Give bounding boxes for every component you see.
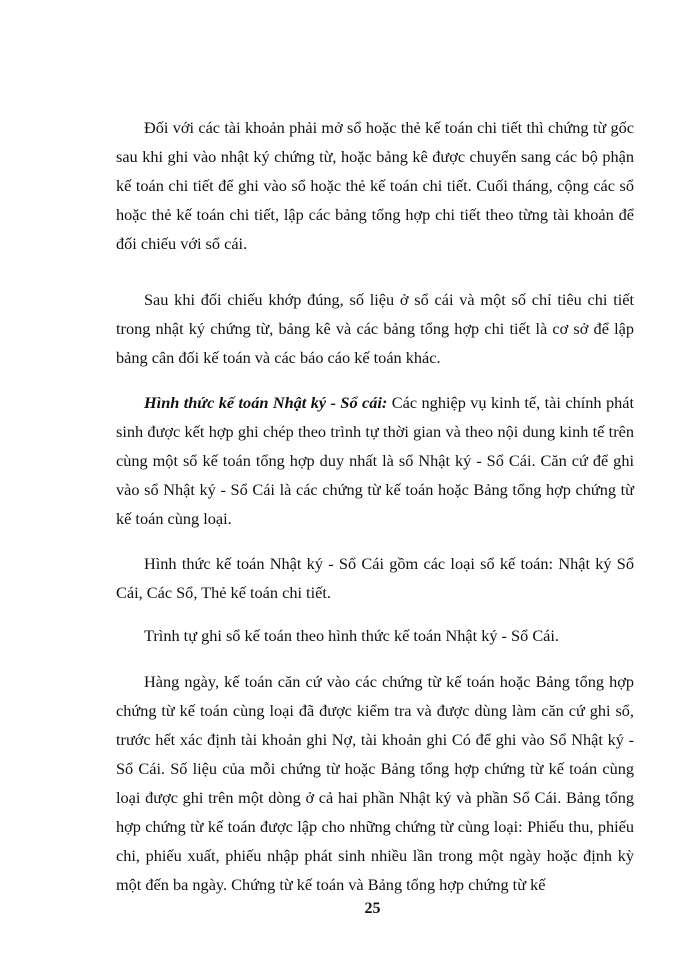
paragraph-daily-procedure: Hàng ngày, kế toán căn cứ vào các chứng từ kế toán hoặc Bảng tổng hợp chứng từ kế toán cùng loại đã được kiểm tra và được dùng làm căn cứ ghi sổ, trước hết xác định tài khoản ghi Nợ, tài khoản ghi Có để ghi vào Sổ Nhật ký - Sổ Cái. Số liệu của mỗi chứng từ hoặc Bảng tổng hợp chứng từ kế toán cùng loại được ghi trên một dòng ở cả hai phần Nhật ký và phần Sổ Cái. Bảng tổng hợp chứng từ kế toán được lập cho những chứng từ cùng loại: Phiếu thu, phiếu chi, phiếu xuất, phiếu nhập phát sinh nhiều lần trong một ngày hoặc định kỳ một đến ba ngày. Chứng từ kế toán và Bảng tổng hợp chứng từ kế xyxy=(116,672,634,894)
paragraph-journal-ledger-text: Các nghiệp vụ kinh tế, tài chính phát sinh được kết hợp ghi chép theo trình tự thời gian và theo nội dung kinh tế trên cùng một sổ kế toán tổng hợp duy nhất là sổ Nhật ký - Sổ Cái. Căn cứ để ghi vào sổ Nhật ký - Sổ Cái là các chứng từ kế toán hoặc Bảng tổng hợp chứng từ kế toán cùng loại. xyxy=(116,393,634,528)
page-body xyxy=(116,113,634,899)
paragraph-journal-ledger-form xyxy=(116,388,634,533)
paragraph-detail-ledgers: Đối với các tài khoản phải mở sổ hoặc thẻ kế toán chi tiết thì chứng từ gốc sau khi ghi vào nhật ký chứng từ, hoặc bảng kê được chuyển sang các bộ phận kế toán chi tiết để ghi vào sổ hoặc thẻ kế toán chi tiết. Cuối tháng, cộng các sổ hoặc thẻ kế toán chi tiết, lập các bảng tổng hợp chi tiết theo từng tài khoản để đối chiếu với sổ cái. xyxy=(116,118,634,253)
paragraph-recording-order: Trình tự ghi sổ kế toán theo hình thức kế toán Nhật ký - Sổ Cái. xyxy=(144,626,559,645)
paragraph-reconciliation: Sau khi đối chiếu khớp đúng, số liệu ở sổ cái và một số chỉ tiêu chi tiết trong nhật ký chứng từ, bảng kê và các bảng tổng hợp chi tiết là cơ sở để lập bảng cân đối kế toán và các báo cáo kế toán khác. xyxy=(116,290,634,367)
paragraph-book-types: Hình thức kế toán Nhật ký - Sổ Cái gồm các loại sổ kế toán: Nhật ký Sổ Cái, Các Sổ, Thẻ kế toán chi tiết. xyxy=(116,554,634,602)
section-heading-journal-ledger: Hình thức kế toán Nhật ký - Sổ cái: xyxy=(144,393,388,412)
page-number: 25 xyxy=(364,900,381,917)
